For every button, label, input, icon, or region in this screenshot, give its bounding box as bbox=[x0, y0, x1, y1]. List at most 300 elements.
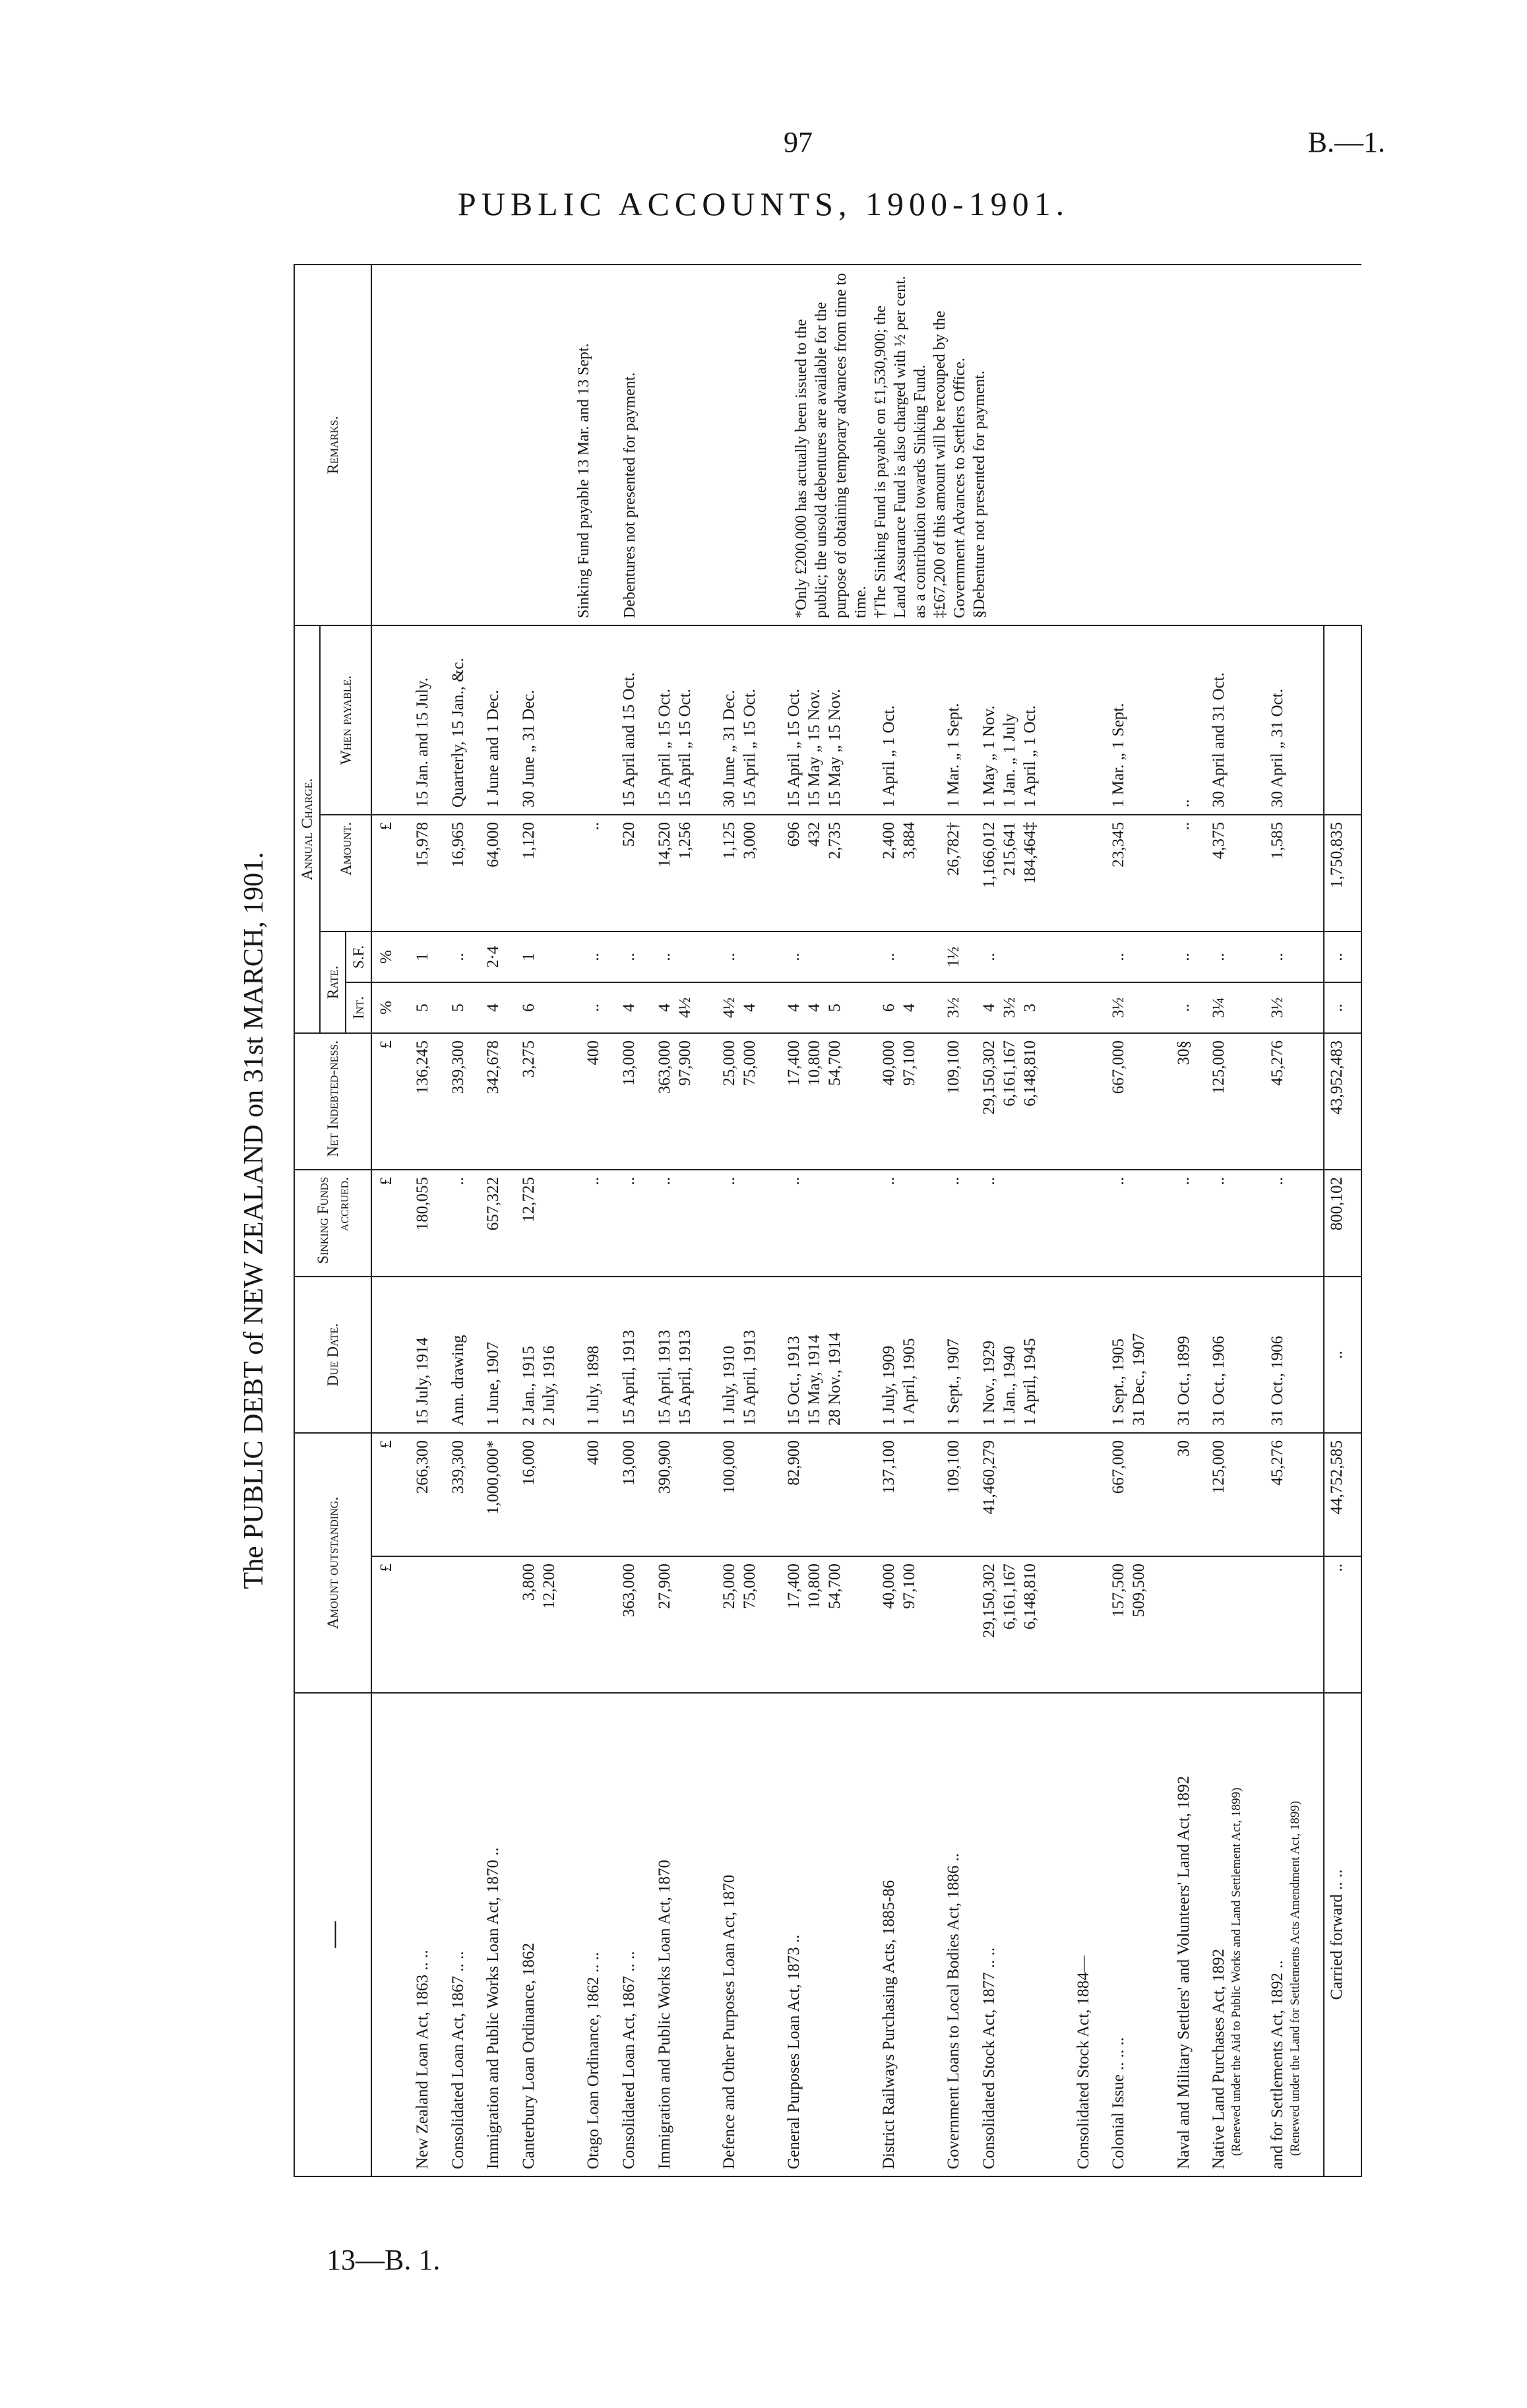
page-heading: PUBLIC ACCOUNTS, 1900-1901. bbox=[457, 185, 1070, 222]
rate-int bbox=[1206, 982, 1264, 1033]
rate-int bbox=[617, 982, 652, 1033]
annual-amount bbox=[1071, 815, 1107, 932]
sinking-funds-line: .. bbox=[584, 1177, 603, 1186]
sub-amount bbox=[1106, 1556, 1171, 1693]
header-description: — bbox=[294, 1693, 371, 2176]
loan-name bbox=[516, 1693, 581, 2176]
sinking-funds bbox=[516, 1170, 581, 1277]
rate-sf bbox=[782, 932, 876, 982]
rate-int-line: 4 bbox=[980, 1003, 998, 1012]
due-date-line: 1 July, 1898 bbox=[584, 1345, 603, 1426]
sinking-funds bbox=[652, 1170, 717, 1277]
rate-int-line: 3¼ bbox=[1210, 997, 1228, 1019]
annual-amount bbox=[977, 815, 1071, 932]
net-indebtedness-line: 97,100 bbox=[900, 1040, 918, 1086]
when-payable bbox=[481, 625, 516, 815]
loan-name bbox=[941, 1693, 977, 2176]
net-indebtedness-line: 17,400 bbox=[785, 1040, 803, 1086]
loan-name bbox=[410, 1693, 446, 2176]
sinking-funds-line: .. bbox=[785, 1177, 803, 1186]
when-payable bbox=[446, 625, 482, 815]
rate-int-line: 3½ bbox=[1000, 997, 1018, 1019]
due-date-line: 1 Sept., 1907 bbox=[945, 1339, 963, 1426]
amount-outstanding-line: 400 bbox=[584, 1440, 603, 1465]
rate-sf bbox=[717, 932, 782, 982]
rate-sf bbox=[941, 932, 977, 982]
when-payable bbox=[717, 625, 782, 815]
rate-sf-line: .. bbox=[619, 953, 638, 961]
rate-sf-line: .. bbox=[980, 953, 998, 961]
net-indebtedness bbox=[717, 1033, 782, 1170]
net-indebtedness-line: 10,800 bbox=[805, 1040, 824, 1086]
rate-int-line: 6 bbox=[879, 1003, 898, 1012]
carried-sinking: 800,102 bbox=[1324, 1170, 1361, 1277]
annual-amount bbox=[410, 815, 446, 932]
amount-outstanding bbox=[941, 1433, 977, 1556]
units-row bbox=[371, 265, 410, 2176]
rate-sf bbox=[410, 932, 446, 982]
net-indebtedness-line: 667,000 bbox=[1109, 1040, 1128, 1094]
sub-amount bbox=[481, 1556, 516, 1693]
due-date-line: 28 Nov., 1914 bbox=[826, 1332, 844, 1426]
due-date-line: Ann. drawing bbox=[449, 1335, 467, 1426]
unit-symbol: % bbox=[371, 932, 410, 982]
remark-sinking-fund: Sinking Fund payable 13 Mar. and 13 Sept. bbox=[575, 343, 592, 618]
loan-name-text: Canterbury Loan Ordinance, 1862 bbox=[519, 1943, 538, 2169]
unit-symbol: £ bbox=[371, 1170, 410, 1277]
table-title: The PUBLIC DEBT of NEW ZEALAND on 31st MARCH, 1901. bbox=[239, 852, 269, 1589]
amount-outstanding-line: 1,000,000* bbox=[484, 1440, 503, 1515]
rate-int bbox=[481, 982, 516, 1033]
due-date-line: 1 June, 1907 bbox=[484, 1341, 503, 1426]
rate-sf-line: .. bbox=[1210, 953, 1228, 961]
loan-name bbox=[581, 1693, 617, 2176]
remark-footnotes: *Only £200,000 has actually been issued to the public; the unsold debentures are available for the purpose of obtaining temporary advances from time to time. †The Sinking Fund is payable on £1,530,900; the Land Assurance Fund is also charged with ½ per cent. as a contribution towards Sinking Fund. ‡£67,200 of this amount will be recouped by the Government Advances to Settlers Office. §Debenture not presented for payment. bbox=[793, 272, 988, 618]
sub-amount-line: 97,100 bbox=[900, 1564, 918, 1609]
carried-when bbox=[1324, 625, 1361, 815]
sub-amount bbox=[717, 1556, 782, 1693]
header-amount-outstanding: Amount outstanding. bbox=[294, 1433, 371, 1693]
rate-sf-line: .. bbox=[655, 953, 673, 961]
header-remarks: Remarks. bbox=[294, 265, 371, 625]
due-date-line: 2 July, 1916 bbox=[540, 1345, 558, 1426]
when-payable bbox=[652, 625, 717, 815]
loan-name bbox=[446, 1693, 482, 2176]
due-date-line: 31 Oct., 1906 bbox=[1210, 1335, 1228, 1426]
loan-name bbox=[1265, 1693, 1324, 2176]
annual-amount bbox=[877, 815, 941, 932]
net-indebtedness bbox=[481, 1033, 516, 1170]
sinking-funds bbox=[782, 1170, 876, 1277]
header-rate-int: Int. bbox=[346, 982, 371, 1033]
rate-int-line: 4 bbox=[655, 1003, 673, 1012]
loan-name-text: Consolidated Stock Act, 1877 .. .. bbox=[980, 1947, 998, 2169]
due-date-line: 1 April, 1905 bbox=[900, 1338, 918, 1426]
rate-sf-line: 1 bbox=[414, 953, 432, 961]
rate-sf bbox=[877, 932, 941, 982]
rate-sf-line: .. bbox=[1268, 953, 1286, 961]
net-indebtedness-line: 125,000 bbox=[1210, 1040, 1228, 1094]
net-indebtedness bbox=[652, 1033, 717, 1170]
rate-int bbox=[410, 982, 446, 1033]
amount-outstanding-line: 100,000 bbox=[720, 1440, 738, 1494]
net-indebtedness-line: 29,150,302 bbox=[980, 1040, 998, 1115]
sinking-funds bbox=[617, 1170, 652, 1277]
rate-int-line: 3 bbox=[1020, 1003, 1039, 1012]
sub-amount bbox=[1265, 1556, 1324, 1693]
when-payable-line: 15 May „ 15 Nov. bbox=[805, 689, 824, 808]
rate-sf bbox=[1071, 932, 1107, 982]
sinking-funds bbox=[1265, 1170, 1324, 1277]
rate-int bbox=[652, 982, 717, 1033]
sub-amount-line: 6,161,167 bbox=[1000, 1564, 1018, 1630]
amount-outstanding bbox=[1106, 1433, 1171, 1556]
annual-amount-line: 1,120 bbox=[519, 822, 538, 860]
when-payable-line: 1 Jan. „ 1 July bbox=[1000, 713, 1018, 808]
carried-due: .. bbox=[1324, 1277, 1361, 1433]
rotated-table-block bbox=[231, 264, 1365, 2177]
loan-name bbox=[877, 1693, 941, 2176]
amount-outstanding-line: 45,276 bbox=[1268, 1440, 1286, 1486]
loan-name-text: General Purposes Loan Act, 1873 .. bbox=[785, 1934, 803, 2169]
rate-int-line: 3½ bbox=[1109, 997, 1128, 1019]
amount-outstanding-line: 667,000 bbox=[1109, 1440, 1128, 1494]
rate-int-line: 4 bbox=[619, 1003, 638, 1012]
when-payable-line: 15 Jan. and 15 July. bbox=[414, 678, 432, 808]
loan-name-text: Consolidated Loan Act, 1867 .. .. bbox=[619, 1951, 638, 2169]
due-date bbox=[1171, 1277, 1207, 1433]
net-indebtedness-line: 339,300 bbox=[449, 1040, 467, 1094]
document-reference: B.—1. bbox=[1307, 126, 1385, 158]
loan-name bbox=[782, 1693, 876, 2176]
due-date-line: 1 Sept., 1905 bbox=[1109, 1339, 1128, 1426]
annual-amount bbox=[581, 815, 617, 932]
due-date bbox=[652, 1277, 717, 1433]
when-payable bbox=[782, 625, 876, 815]
due-date-line: 1 July, 1910 bbox=[720, 1345, 738, 1426]
sub-amount-line: 40,000 bbox=[879, 1564, 898, 1609]
header-when-payable: When payable. bbox=[320, 625, 371, 815]
amount-outstanding bbox=[652, 1433, 717, 1556]
rate-int bbox=[977, 982, 1071, 1033]
when-payable-line: 15 April „ 15 Oct. bbox=[655, 689, 673, 808]
sub-amount bbox=[977, 1556, 1071, 1693]
when-payable-line: 30 June „ 31 Dec. bbox=[519, 689, 538, 808]
net-indebtedness bbox=[446, 1033, 482, 1170]
due-date bbox=[1106, 1277, 1171, 1433]
rate-int-line: 6 bbox=[519, 1003, 538, 1012]
sub-amount-line: 54,700 bbox=[826, 1564, 844, 1609]
annual-amount-line: 215,641 bbox=[1000, 822, 1018, 876]
when-payable bbox=[1106, 625, 1171, 815]
due-date-line: 15 April, 1913 bbox=[675, 1329, 694, 1426]
annual-amount-line: 14,520 bbox=[655, 822, 673, 868]
net-indebtedness-line: 6,148,810 bbox=[1020, 1040, 1039, 1106]
carried-label: Carried forward .. .. bbox=[1324, 1693, 1361, 2176]
rate-int bbox=[1071, 982, 1107, 1033]
loan-name-text: Native Land Purchases Act, 1892 bbox=[1210, 1949, 1228, 2169]
annual-amount bbox=[941, 815, 977, 932]
sinking-funds-line: .. bbox=[879, 1177, 898, 1186]
rate-sf bbox=[652, 932, 717, 982]
carried-sub: .. bbox=[1324, 1556, 1361, 1693]
net-indebtedness bbox=[1206, 1033, 1264, 1170]
annual-amount-line: 4,375 bbox=[1210, 822, 1228, 860]
sub-amount bbox=[782, 1556, 876, 1693]
sinking-funds-line: .. bbox=[1109, 1177, 1128, 1186]
sub-amount-line: 25,000 bbox=[720, 1564, 738, 1609]
net-indebtedness-line: 3,275 bbox=[519, 1040, 538, 1078]
sub-amount-line: 10,800 bbox=[805, 1564, 824, 1609]
sinking-funds bbox=[1106, 1170, 1171, 1277]
loan-name-text: District Railways Purchasing Acts, 1885-86 bbox=[879, 1880, 898, 2169]
sinking-funds bbox=[481, 1170, 516, 1277]
rate-int bbox=[782, 982, 876, 1033]
carried-int: .. bbox=[1324, 982, 1361, 1033]
carried-annual: 1,750,835 bbox=[1324, 815, 1361, 932]
rate-sf bbox=[446, 932, 482, 982]
net-indebtedness bbox=[782, 1033, 876, 1170]
sub-amount-line: 509,500 bbox=[1130, 1564, 1148, 1618]
loan-name-text: Defence and Other Purposes Loan Act, 1870 bbox=[720, 1874, 738, 2169]
net-indebtedness-line: 45,276 bbox=[1268, 1040, 1286, 1086]
annual-amount bbox=[617, 815, 652, 932]
sinking-funds bbox=[1071, 1170, 1107, 1277]
rate-sf bbox=[617, 932, 652, 982]
rate-sf-line: .. bbox=[720, 953, 738, 961]
when-payable bbox=[1206, 625, 1264, 815]
sinking-funds-line: 12,725 bbox=[519, 1177, 538, 1222]
rate-int-line: 4½ bbox=[720, 997, 738, 1019]
header-rate: Rate. bbox=[320, 932, 346, 1033]
rate-int-line: 4 bbox=[805, 1003, 824, 1012]
annual-amount-line: 26,782† bbox=[945, 822, 963, 876]
rate-sf-line: .. bbox=[1109, 953, 1128, 961]
sub-amount-line: 29,150,302 bbox=[980, 1564, 998, 1638]
when-payable-line: 15 April „ 15 Oct. bbox=[675, 689, 694, 808]
rate-sf bbox=[516, 932, 581, 982]
due-date bbox=[446, 1277, 482, 1433]
when-payable bbox=[977, 625, 1071, 815]
header-due-date: Due Date. bbox=[294, 1277, 371, 1433]
due-date-line: 1 Jan., 1940 bbox=[1000, 1346, 1018, 1426]
net-indebtedness bbox=[1106, 1033, 1171, 1170]
sinking-funds-line: .. bbox=[449, 1177, 467, 1186]
net-indebtedness-line: 13,000 bbox=[619, 1040, 638, 1086]
loan-name bbox=[1071, 1693, 1107, 2176]
annual-amount bbox=[1265, 815, 1324, 932]
rate-sf bbox=[481, 932, 516, 982]
amount-outstanding bbox=[410, 1433, 446, 1556]
annual-amount-line: 23,345 bbox=[1109, 822, 1128, 868]
due-date-line: 1 July, 1909 bbox=[879, 1345, 898, 1426]
when-payable-line: 1 May „ 1 Nov. bbox=[980, 705, 998, 808]
amount-outstanding-line: 339,300 bbox=[449, 1440, 467, 1494]
net-indebtedness-line: 136,245 bbox=[414, 1040, 432, 1094]
due-date bbox=[410, 1277, 446, 1433]
loan-name-text: Government Loans to Local Bodies Act, 1886 .. bbox=[945, 1853, 963, 2169]
annual-amount-line: .. bbox=[584, 822, 603, 831]
sub-amount bbox=[1071, 1556, 1107, 1693]
amount-outstanding bbox=[1265, 1433, 1324, 1556]
when-payable bbox=[581, 625, 617, 815]
when-payable bbox=[941, 625, 977, 815]
when-payable-line: 1 June and 1 Dec. bbox=[484, 689, 503, 808]
sinking-funds-line: 657,322 bbox=[484, 1177, 503, 1231]
rate-int bbox=[717, 982, 782, 1033]
due-date-line: 1 April, 1945 bbox=[1020, 1338, 1039, 1426]
sub-amount-line: 3,800 bbox=[519, 1564, 538, 1601]
due-date bbox=[481, 1277, 516, 1433]
due-date bbox=[941, 1277, 977, 1433]
amount-outstanding-line: 125,000 bbox=[1210, 1440, 1228, 1494]
annual-amount-line: 15,978 bbox=[414, 822, 432, 868]
net-indebtedness bbox=[1071, 1033, 1107, 1170]
rate-sf bbox=[581, 932, 617, 982]
sub-amount bbox=[1171, 1556, 1207, 1693]
annual-amount-line: 1,585 bbox=[1268, 822, 1286, 860]
annual-amount-line: 520 bbox=[619, 822, 638, 847]
when-payable bbox=[516, 625, 581, 815]
sub-amount-line: 12,200 bbox=[540, 1564, 558, 1609]
annual-amount bbox=[782, 815, 876, 932]
amount-outstanding bbox=[446, 1433, 482, 1556]
loan-name-text: Consolidated Loan Act, 1867 .. .. bbox=[449, 1951, 467, 2169]
loan-name bbox=[652, 1693, 717, 2176]
page-footer: 13—B. 1. bbox=[327, 2244, 441, 2276]
rate-int-line: .. bbox=[1174, 1003, 1193, 1012]
amount-outstanding bbox=[617, 1433, 652, 1556]
remark-debentures: Debentures not presented for payment. bbox=[621, 372, 639, 618]
due-date bbox=[717, 1277, 782, 1433]
annual-amount-line: 64,000 bbox=[484, 822, 503, 868]
rate-sf-line: .. bbox=[449, 953, 467, 961]
rate-int-line: 4½ bbox=[675, 997, 694, 1019]
annual-amount bbox=[652, 815, 717, 932]
sub-amount-line: 17,400 bbox=[785, 1564, 803, 1609]
net-indebtedness bbox=[617, 1033, 652, 1170]
sinking-funds bbox=[941, 1170, 977, 1277]
unit-symbol: £ bbox=[371, 1556, 410, 1693]
net-indebtedness-line: 75,000 bbox=[740, 1040, 759, 1086]
due-date-line: 31 Oct., 1906 bbox=[1268, 1335, 1286, 1426]
sub-amount bbox=[652, 1556, 717, 1693]
net-indebtedness-line: 6,161,167 bbox=[1000, 1040, 1018, 1106]
due-date-line: 15 May, 1914 bbox=[805, 1335, 824, 1426]
rate-int-line: .. bbox=[584, 1003, 603, 1012]
rate-sf bbox=[1265, 932, 1324, 982]
loan-name bbox=[977, 1693, 1071, 2176]
rate-int bbox=[581, 982, 617, 1033]
sinking-funds-line: 180,055 bbox=[414, 1177, 432, 1231]
when-payable bbox=[1171, 625, 1207, 815]
due-date-line: 15 April, 1913 bbox=[740, 1329, 759, 1426]
page-number: 97 bbox=[784, 126, 813, 158]
header-net-indebtedness: Net Indebted-ness. bbox=[294, 1033, 371, 1170]
rate-int-line: 3½ bbox=[1268, 997, 1286, 1019]
sub-amount bbox=[1206, 1556, 1264, 1693]
when-payable bbox=[1265, 625, 1324, 815]
due-date-line: 15 April, 1913 bbox=[619, 1329, 638, 1426]
sinking-funds bbox=[1171, 1170, 1207, 1277]
when-payable-line: 30 June „ 31 Dec. bbox=[720, 689, 738, 808]
amount-outstanding-line: 41,460,279 bbox=[980, 1440, 998, 1515]
public-debt-table bbox=[294, 264, 1362, 2177]
sinking-funds bbox=[977, 1170, 1071, 1277]
annual-amount bbox=[1106, 815, 1171, 932]
unit-symbol: £ bbox=[371, 1433, 410, 1556]
unit-symbol: £ bbox=[371, 1033, 410, 1170]
due-date-line: 2 Jan., 1915 bbox=[519, 1346, 538, 1426]
rate-int-line: 4 bbox=[785, 1003, 803, 1012]
annual-amount-line: 3,000 bbox=[740, 822, 759, 860]
loan-name bbox=[717, 1693, 782, 2176]
annual-amount-line: 3,884 bbox=[900, 822, 918, 860]
net-indebtedness bbox=[581, 1033, 617, 1170]
rate-int-line: 5 bbox=[449, 1003, 467, 1012]
rate-int-line: 4 bbox=[900, 1003, 918, 1012]
when-payable-line: .. bbox=[1174, 799, 1193, 808]
header-annual-charge: Annual Charge. bbox=[294, 625, 320, 1033]
sinking-funds bbox=[446, 1170, 482, 1277]
sinking-funds-line: .. bbox=[619, 1177, 638, 1186]
rate-sf-line: .. bbox=[785, 953, 803, 961]
when-payable-line: 30 April and 31 Oct. bbox=[1210, 672, 1228, 808]
loan-name bbox=[1206, 1693, 1264, 2176]
annual-amount-line: 16,965 bbox=[449, 822, 467, 868]
when-payable-line: 15 May „ 15 Nov. bbox=[826, 689, 844, 808]
sub-amount bbox=[877, 1556, 941, 1693]
header-annual-amount: Amount. bbox=[320, 815, 371, 932]
net-indebtedness-line: 54,700 bbox=[826, 1040, 844, 1086]
due-date bbox=[1071, 1277, 1107, 1433]
due-date bbox=[1206, 1277, 1264, 1433]
due-date-line: 31 Dec., 1907 bbox=[1130, 1333, 1148, 1426]
rate-sf-line: 2·4 bbox=[484, 945, 503, 968]
carried-net: 43,952,483 bbox=[1324, 1033, 1361, 1170]
amount-outstanding-line: 82,900 bbox=[785, 1440, 803, 1486]
loan-note: (Renewed under the Aid to Public Works and Land Settlement Act, 1899) bbox=[1230, 1787, 1244, 2156]
amount-outstanding bbox=[977, 1433, 1071, 1556]
rate-int bbox=[1265, 982, 1324, 1033]
annual-amount-line: 184,464‡ bbox=[1020, 822, 1039, 884]
when-payable-line: 15 April and 15 Oct. bbox=[619, 672, 638, 808]
annual-amount-line: 2,400 bbox=[879, 822, 898, 860]
when-payable-line: 15 April „ 15 Oct. bbox=[740, 689, 759, 808]
when-payable-line: 15 April „ 15 Oct. bbox=[785, 689, 803, 808]
when-payable-line: Quarterly, 15 Jan., &c. bbox=[449, 658, 467, 808]
loan-name bbox=[617, 1693, 652, 2176]
rate-int-line: 5 bbox=[826, 1003, 844, 1012]
sinking-funds-line: .. bbox=[720, 1177, 738, 1186]
sub-amount-line: 363,000 bbox=[619, 1564, 638, 1618]
annual-amount-line: 1,256 bbox=[675, 822, 694, 860]
due-date-line: 15 April, 1913 bbox=[655, 1329, 673, 1426]
loan-name-text: Immigration and Public Works Loan Act, 1870 bbox=[655, 1860, 673, 2169]
carried-amount: 44,752,585 bbox=[1324, 1433, 1361, 1556]
remarks-column bbox=[371, 265, 1361, 625]
annual-amount-line: 1,125 bbox=[720, 822, 738, 860]
due-date-line: 1 Nov., 1929 bbox=[980, 1341, 998, 1426]
net-indebtedness-line: 109,100 bbox=[945, 1040, 963, 1094]
rate-int-line: 4 bbox=[484, 1003, 503, 1012]
amount-outstanding-line: 137,100 bbox=[879, 1440, 898, 1494]
due-date-line: 15 July, 1914 bbox=[414, 1337, 432, 1426]
amount-outstanding-line: 266,300 bbox=[414, 1440, 432, 1494]
net-indebtedness-line: 30§ bbox=[1174, 1040, 1193, 1065]
loan-name-text: New Zealand Loan Act, 1863 .. .. bbox=[414, 1949, 432, 2169]
rate-int-line: 3½ bbox=[945, 997, 963, 1019]
